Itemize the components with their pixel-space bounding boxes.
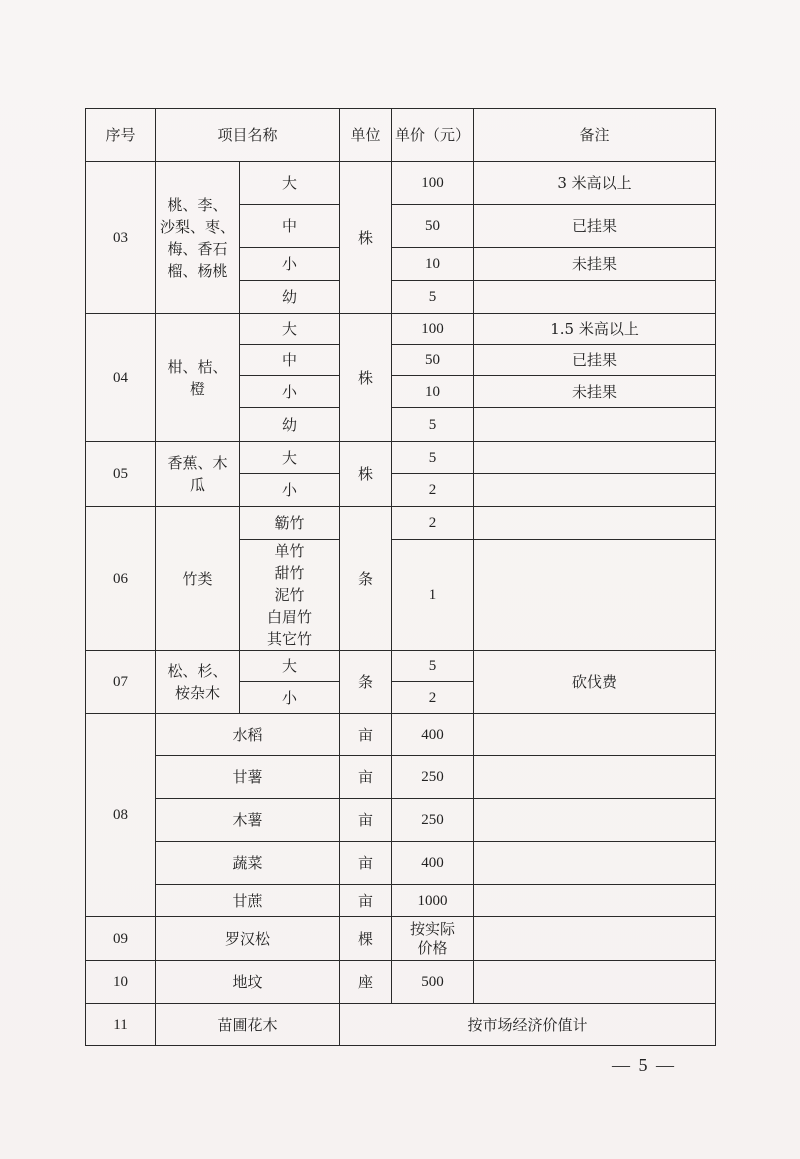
price-cell: 250	[392, 756, 474, 799]
item-name-cell: 水稻	[156, 714, 340, 756]
size-cell: 幼	[240, 281, 340, 314]
unit-cell: 亩	[340, 756, 392, 799]
price-cell: 2	[392, 682, 474, 714]
table-row	[86, 651, 716, 682]
size-cell: 簕竹	[240, 507, 340, 540]
price-cell: 1000	[392, 885, 474, 917]
size-cell: 小	[240, 376, 340, 408]
table-row	[86, 756, 716, 799]
table-row	[86, 885, 716, 917]
size-cell: 单竹 甜竹 泥竹 白眉竹 其它竹	[240, 540, 340, 651]
price-cell: 50	[392, 345, 474, 376]
page-number: — 5 —	[612, 1055, 676, 1075]
item-name-cell: 柑、桔、 橙	[156, 314, 240, 442]
price-cell: 400	[392, 714, 474, 756]
seq-cell: 06	[86, 507, 156, 651]
item-name-cell: 木薯	[156, 799, 340, 842]
table-row	[86, 507, 716, 540]
price-cell: 500	[392, 961, 474, 1004]
price-cell: 5	[392, 651, 474, 682]
item-name-cell: 甘薯	[156, 756, 340, 799]
seq-cell: 03	[86, 162, 156, 314]
remark-cell	[474, 408, 716, 442]
size-cell: 中	[240, 345, 340, 376]
remark-cell: 未挂果	[474, 248, 716, 281]
price-cell: 5	[392, 442, 474, 474]
remark-cell: 已挂果	[474, 345, 716, 376]
size-cell: 大	[240, 651, 340, 682]
unit-cell: 座	[340, 961, 392, 1004]
remark-cell: 未挂果	[474, 376, 716, 408]
item-name-cell: 竹类	[156, 507, 240, 651]
item-name-cell: 罗汉松	[156, 917, 340, 961]
unit-cell: 株	[340, 314, 392, 442]
table-row	[86, 714, 716, 756]
header-unit: 单位	[340, 109, 392, 162]
size-cell: 小	[240, 248, 340, 281]
size-cell: 中	[240, 205, 340, 248]
remark-cell	[474, 885, 716, 917]
seq-cell: 08	[86, 714, 156, 917]
price-cell: 10	[392, 248, 474, 281]
item-name-cell: 香蕉、木 瓜	[156, 442, 240, 507]
size-cell: 小	[240, 682, 340, 714]
item-name-cell: 苗圃花木	[156, 1004, 340, 1046]
remark-cell: 已挂果	[474, 205, 716, 248]
item-name-cell: 地坟	[156, 961, 340, 1004]
unit-cell: 株	[340, 442, 392, 507]
item-name-cell: 蔬菜	[156, 842, 340, 885]
unit-cell: 条	[340, 507, 392, 651]
item-name-cell: 桃、李、 沙梨、枣、 梅、香石 榴、杨桃	[156, 162, 240, 314]
seq-cell: 07	[86, 651, 156, 714]
table-row	[86, 842, 716, 885]
price-cell: 100	[392, 162, 474, 205]
merged-note-cell: 按市场经济价值计	[340, 1004, 716, 1046]
header-remark: 备注	[474, 109, 716, 162]
unit-cell: 棵	[340, 917, 392, 961]
unit-cell: 亩	[340, 714, 392, 756]
remark-cell	[474, 442, 716, 474]
size-cell: 大	[240, 442, 340, 474]
remark-cell	[474, 842, 716, 885]
remark-cell	[474, 756, 716, 799]
table-row	[86, 442, 716, 474]
remark-cell	[474, 917, 716, 961]
remark-cell	[474, 714, 716, 756]
remark-cell	[474, 474, 716, 507]
table-row	[86, 162, 716, 205]
remark-cell	[474, 540, 716, 651]
seq-cell: 09	[86, 917, 156, 961]
size-cell: 大	[240, 162, 340, 205]
price-cell: 2	[392, 474, 474, 507]
size-cell: 小	[240, 474, 340, 507]
size-cell: 大	[240, 314, 340, 345]
header-item: 项目名称	[156, 109, 340, 162]
item-name-cell: 松、杉、 桉杂木	[156, 651, 240, 714]
table-row	[86, 799, 716, 842]
price-cell: 10	[392, 376, 474, 408]
seq-cell: 10	[86, 961, 156, 1004]
unit-cell: 亩	[340, 885, 392, 917]
table-row	[86, 1004, 716, 1046]
item-name-cell: 甘蔗	[156, 885, 340, 917]
compensation-table	[85, 108, 716, 1046]
price-cell: 250	[392, 799, 474, 842]
remark-cell: 3 米高以上	[474, 162, 716, 205]
seq-cell: 05	[86, 442, 156, 507]
remark-cell	[474, 799, 716, 842]
remark-cell	[474, 961, 716, 1004]
table-row	[86, 917, 716, 961]
seq-cell: 04	[86, 314, 156, 442]
unit-cell: 株	[340, 162, 392, 314]
price-cell: 按实际 价格	[392, 917, 474, 961]
header-price: 单价（元）	[392, 109, 474, 162]
unit-cell: 亩	[340, 799, 392, 842]
table-row	[86, 961, 716, 1004]
price-cell: 1	[392, 540, 474, 651]
header-row	[86, 109, 716, 162]
seq-cell: 11	[86, 1004, 156, 1046]
price-cell: 400	[392, 842, 474, 885]
remark-cell: 砍伐费	[474, 651, 716, 714]
price-cell: 5	[392, 408, 474, 442]
unit-cell: 亩	[340, 842, 392, 885]
price-cell: 100	[392, 314, 474, 345]
table-row	[86, 314, 716, 345]
header-seq: 序号	[86, 109, 156, 162]
remark-cell	[474, 281, 716, 314]
price-cell: 2	[392, 507, 474, 540]
size-cell: 幼	[240, 408, 340, 442]
unit-cell: 条	[340, 651, 392, 714]
price-cell: 50	[392, 205, 474, 248]
price-cell: 5	[392, 281, 474, 314]
remark-cell	[474, 507, 716, 540]
remark-cell: 1.5 米高以上	[474, 314, 716, 345]
